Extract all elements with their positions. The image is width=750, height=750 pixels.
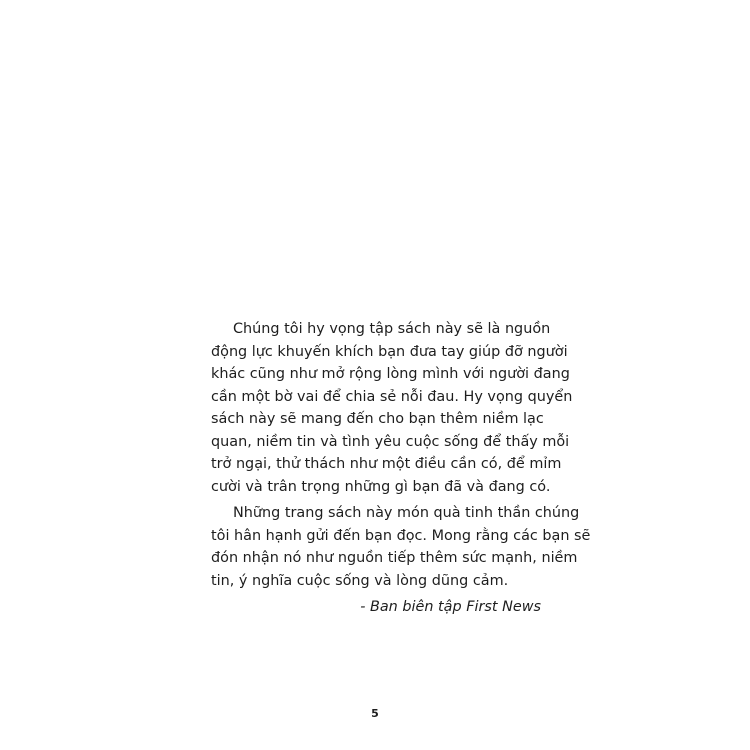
paragraph-1 [211, 318, 573, 498]
paragraph-1-line-8: cười và trân trọng những gì bạn đã và đang có. [211, 478, 551, 495]
paragraph-1-line-4: cần một bờ vai để chia sẻ nỗi đau. Hy vọng quyển [211, 388, 573, 405]
paragraph-1-line-5: sách này sẽ mang đến cho bạn thêm niềm lạc [211, 411, 544, 427]
paragraph-1-line-6: quan, niềm tin và tình yêu cuộc sống để thấy mỗi [211, 433, 570, 450]
paragraph-2-line-3: đón nhận nó như nguồn tiếp thêm sức mạnh, niềm [211, 550, 578, 566]
paragraph-2-line-4: tin, ý nghĩa cuộc sống và lòng dũng cảm. [211, 572, 509, 589]
paragraph-2-line-1: Những trang sách này món quà tinh thần chúng [233, 505, 580, 521]
body-text [211, 318, 591, 619]
paragraph-2-line-2: tôi hân hạnh gửi đến bạn đọc. Mong rằng các bạn sẽ [211, 527, 591, 544]
page-number: 5 [371, 707, 379, 720]
paragraph-1-line-7: trở ngại, thử thách như một điều cần có, để mỉm [211, 456, 562, 472]
paragraph-1-line-1: Chúng tôi hy vọng tập sách này sẽ là nguồn [233, 321, 551, 337]
editor-signature: - Ban biên tập First News [360, 599, 541, 615]
paragraph-1-line-2: động lực khuyến khích bạn đưa tay giúp đỡ người [211, 343, 568, 360]
paragraph-2 [211, 502, 591, 592]
paragraph-1-line-3: khác cũng như mở rộng lòng mình với người đang [211, 366, 570, 382]
